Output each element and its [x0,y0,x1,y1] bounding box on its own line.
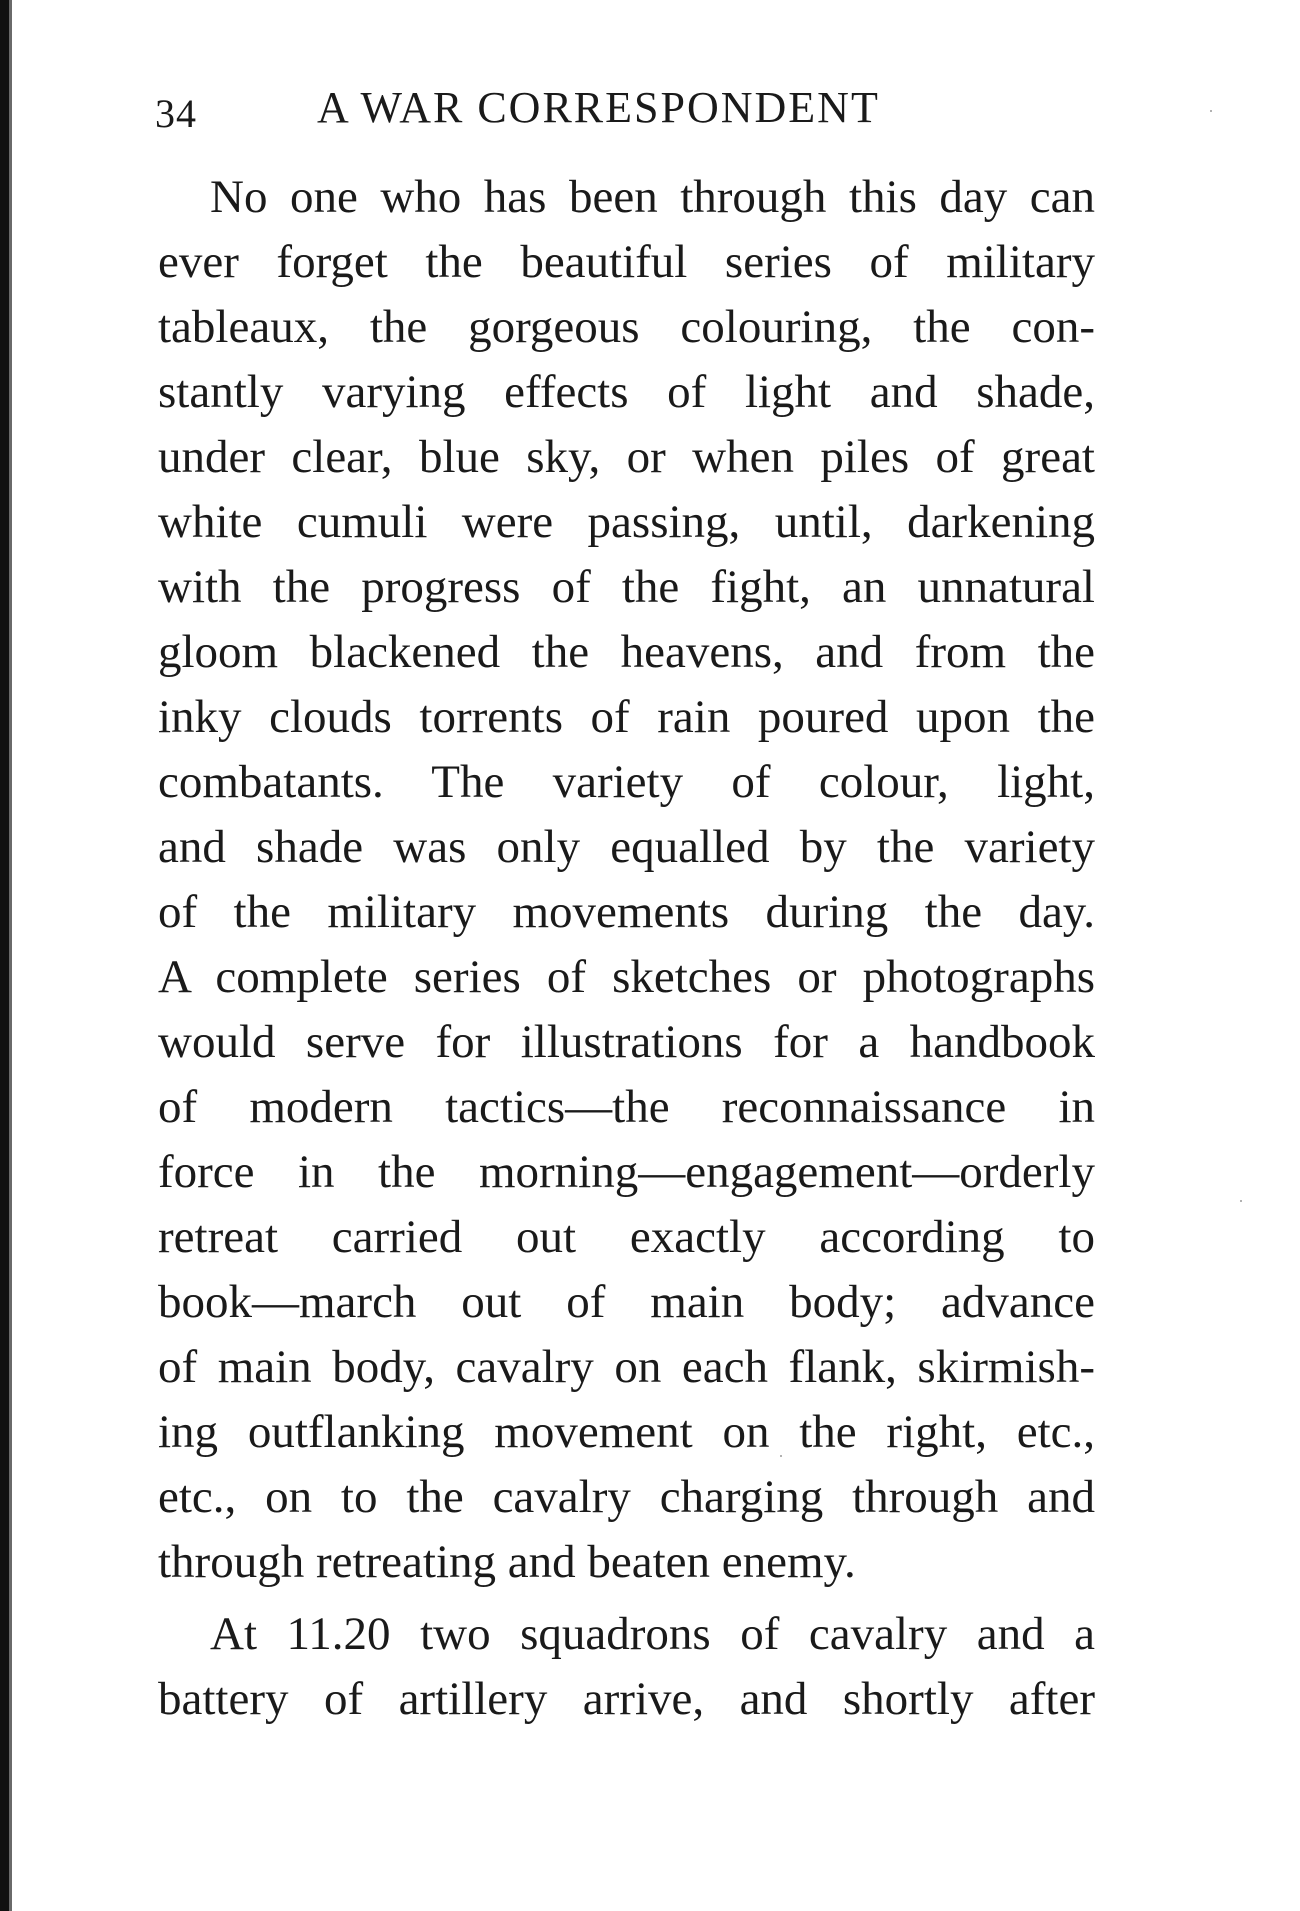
text-line: ing outflanking movement on the right, etc., [158,1406,1095,1458]
text-line: combatants. The variety of colour, light, [158,756,1095,808]
text-line: of main body, cavalry on each flank, skirmish- [158,1341,1095,1393]
text-line: of modern tactics—the reconnaissance in [158,1081,1095,1133]
text-line: No one who has been through this day can [210,171,1095,223]
text-line: stantly varying effects of light and shade, [158,366,1095,418]
paragraph [158,1602,1095,1732]
book-binding-edge [0,0,9,1911]
paper-speck [1240,1200,1242,1202]
text-line: of the military movements during the day. [158,886,1095,938]
text-line: retreat carried out exactly according to [158,1211,1095,1263]
text-line: gloom blackened the heavens, and from the [158,626,1095,678]
body-text [158,165,1095,1732]
text-line: force in the morning—engagement—orderly [158,1146,1095,1198]
running-head: A WAR CORRESPONDENT [317,83,880,132]
page-number: 34 [155,91,197,136]
book-binding-shadow [9,0,12,1911]
text-line: inky clouds torrents of rain poured upon the [158,691,1095,743]
text-line: A complete series of sketches or photographs [158,951,1095,1003]
text-line: tableaux, the gorgeous colouring, the con- [158,301,1095,353]
text-line: white cumuli were passing, until, darkening [158,496,1095,548]
text-line: ever forget the beautiful series of military [158,236,1095,288]
text-line: and shade was only equalled by the variety [158,821,1095,873]
text-line: book—march out of main body; advance [158,1276,1095,1328]
paper-speck [1210,110,1212,112]
text-line: would serve for illustrations for a handbook [158,1016,1095,1068]
text-line: under clear, blue sky, or when piles of great [158,431,1095,483]
text-line: through retreating and beaten enemy. [158,1536,856,1588]
paragraph-gap [158,1595,1095,1602]
text-line: with the progress of the fight, an unnatural [158,561,1095,613]
paragraph [158,165,1095,1595]
text-line: etc., on to the cavalry charging through and [158,1471,1095,1523]
page-header [155,82,1095,142]
text-line: battery of artillery arrive, and shortly after [158,1673,1095,1725]
text-line: At 11.20 two squadrons of cavalry and a [210,1608,1095,1660]
